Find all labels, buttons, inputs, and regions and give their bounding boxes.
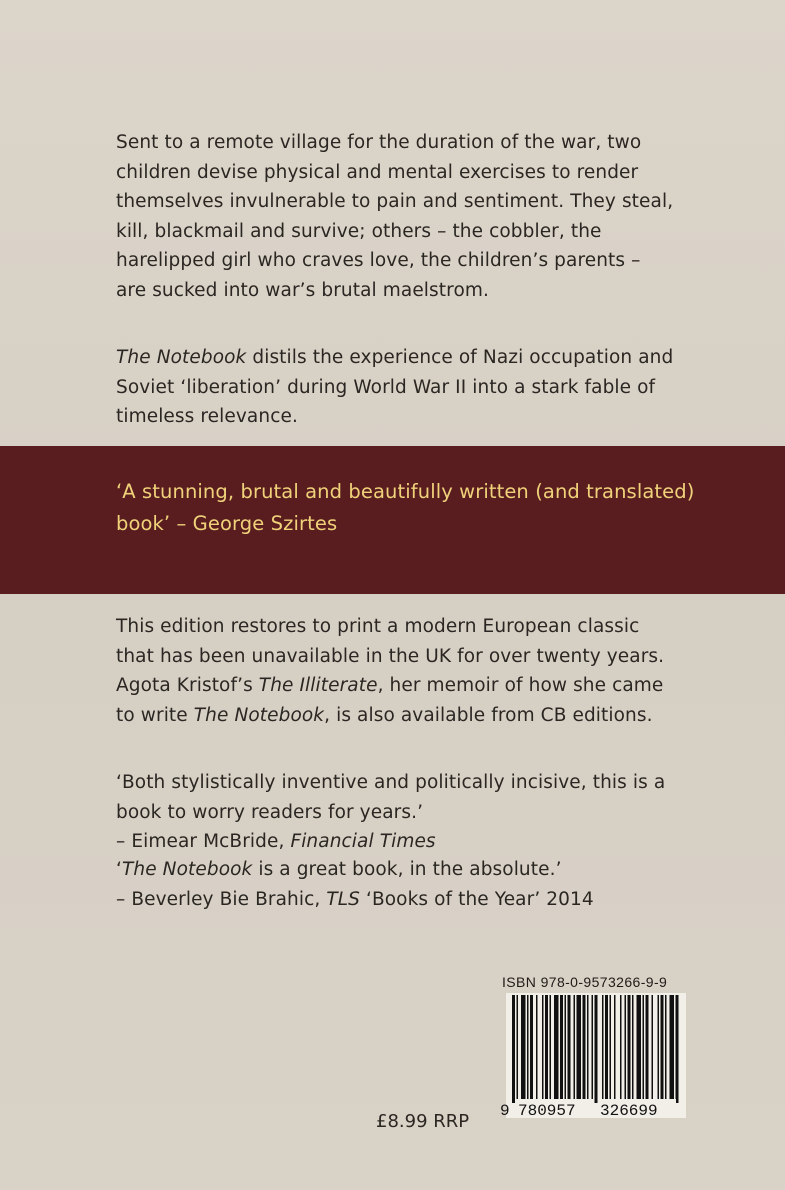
- review-attribution: – Eimear McBride, Financial Times: [116, 831, 436, 852]
- barcode-bar: [536, 995, 538, 1103]
- barcode-bar: [620, 995, 622, 1103]
- band-quote: ‘A stunning, brutal and beautifully written (and translated) book’ – George Szirtes: [116, 480, 695, 535]
- price-label: £8.99 RRP: [376, 1111, 470, 1132]
- barcode-right-digits: 326699: [600, 1102, 658, 1120]
- barcode-left-digits: 780957: [518, 1102, 576, 1120]
- book-title-illiterate: The Illiterate: [258, 675, 378, 696]
- barcode-bar: [602, 995, 604, 1103]
- barcode-bar: [670, 995, 675, 1103]
- barcode-bar: [512, 995, 515, 1103]
- barcode-bar: [527, 995, 529, 1103]
- book-title-notebook: The Notebook: [193, 704, 325, 726]
- barcode-bar: [542, 995, 544, 1103]
- quote-band: [0, 446, 785, 594]
- barcode-bar: [554, 995, 559, 1103]
- synopsis-text-2: distils the experience of Nazi occupation and Soviet ‘liberation’ during World War II into a stark fable of timeless relevance.: [116, 347, 674, 427]
- edition-paragraph: This edition restores to print a modern European classic that has been unavailable in the UK for over twenty years. Agota Kristof’s The Illiterate, her memoir of how she came to write The Notebook, is also available from CB editions.: [116, 616, 665, 726]
- review-source: TLS: [326, 888, 360, 910]
- barcode-bar: [592, 995, 594, 1103]
- barcode-bar: [521, 995, 526, 1103]
- synopsis-paragraph: [116, 128, 676, 305]
- barcode-bar: [610, 995, 612, 1103]
- barcode-bar: [625, 995, 627, 1103]
- barcode-bar: [658, 995, 660, 1103]
- barcode-bar: [517, 995, 519, 1103]
- barcode-bar: [583, 995, 586, 1103]
- review-text: ‘The Notebook is a great book, in the absolute.’: [116, 859, 562, 880]
- barcode-bar: [676, 995, 679, 1103]
- review-quote-mcbride: [116, 768, 676, 857]
- barcode-bar: [628, 995, 631, 1103]
- book-title: The Notebook: [116, 347, 247, 368]
- barcode-bar: [550, 995, 552, 1103]
- barcode-bar: [665, 995, 667, 1103]
- barcode-bar: [577, 995, 582, 1103]
- barcode-bar: [587, 995, 589, 1103]
- barcode-bar: [643, 995, 645, 1103]
- barcode-bar: [530, 995, 533, 1103]
- barcode-bar: [568, 995, 571, 1103]
- synopsis-text: Sent to a remote village for the duration of the war, two children devise physical and mental exercises to render themselves invulnerable to pain and sentiment. They steal, kill, blackmail and survive; others – the cobbler, the harelipped girl who craves love, the children’s parents – are sucked into war’s brutal maelstrom.: [116, 132, 674, 301]
- barcode-bar: [605, 995, 608, 1103]
- barcode-icon: [500, 993, 686, 1120]
- barcode-bar: [646, 995, 649, 1103]
- barcode-bar: [545, 995, 548, 1103]
- barcode-bar: [574, 995, 576, 1103]
- barcode-bar: [595, 995, 598, 1103]
- isbn-number: ISBN 978-0-9573266-9-9: [502, 974, 668, 990]
- barcode-bar: [637, 995, 642, 1103]
- review-source: Financial Times: [290, 831, 436, 852]
- review-text: ‘Both stylistically inventive and politically incisive, this is a book to worry readers for years.’: [116, 772, 666, 823]
- barcode-bar: [614, 995, 616, 1103]
- barcode-lead-digit: 9: [500, 1102, 510, 1120]
- barcode-bar: [632, 995, 634, 1103]
- review-attribution: – Beverley Bie Brahic, TLS ‘Books of the Year’ 2014: [116, 888, 594, 910]
- review-quote-brahic: [116, 855, 676, 914]
- barcode-bar: [652, 995, 654, 1103]
- synopsis-paragraph-2: [116, 343, 676, 432]
- barcode-bar: [661, 995, 664, 1103]
- barcode-bar: [560, 995, 563, 1103]
- barcode-bar: [565, 995, 567, 1103]
